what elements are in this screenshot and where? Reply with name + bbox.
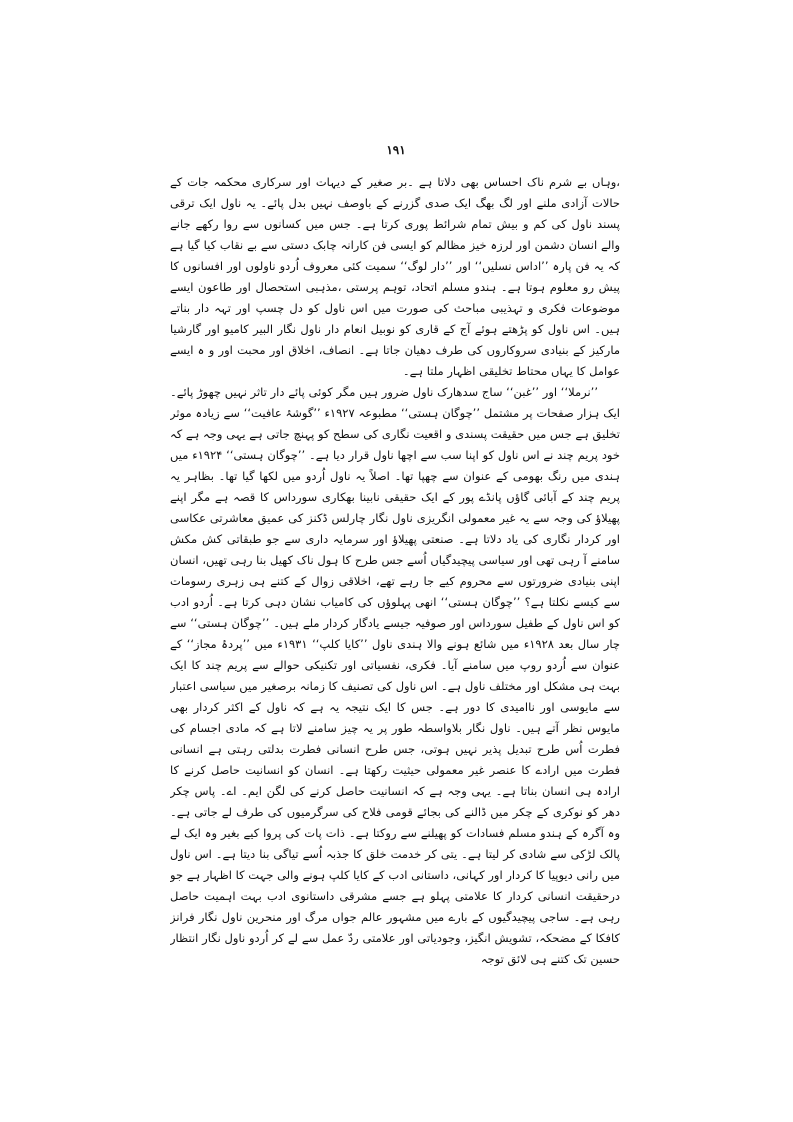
body-text <box>170 172 620 970</box>
paragraph-1: ،وہاں بے شرم ناک احساس بھی دلاتا ہے ۔بر صغیر کے دیہات اور سرکاری محکمہ جات کے حالات آزادی ملنے اور لگ بھگ ایک صدی گزرنے کے باوصف نہیں بدل پائے۔ یہ ناول ایک ترقی پسند ناول کی کم و بیش تمام شرائط پوری کرتا ہے۔ جس میں کسانوں سے روا رکھے جانے والے انسان دشمن اور لرزہ خیز مظالم کو ایسی فن کارانہ چابک دستی سے بے نقاب کیا گیا ہے کہ یہ فن پارہ ’’اداس نسلیں‘‘ اور ’’دار لوگ‘‘ سمیت کئی معروف اُردو ناولوں اور افسانوں کا پیش رو معلوم ہوتا ہے۔ ہندو مسلم اتحاد، توہم پرستی ،مذہبی استحصال اور طاعون ایسے موضوعات فکری و تہذیبی مباحث کی صورت میں اس ناول کو دل چسپ اور تہہ دار بناتے ہیں۔ اس ناول کو پڑھتے ہوئے آج کے قاری کو نوبیل انعام دار ناول نگار البیر کامیو اور گارشیا مارکیز کے بنیادی سروکاروں کی طرف دھیان جاتا ہے۔ انصاف، اخلاق اور محبت اور و ہ ایسے عوامل کا یہاں محتاط تخلیقی اظہار ملتا ہے۔ <box>170 175 620 378</box>
paragraph-2: ’’نرملا‘‘ اور ’’غبن‘‘ ساج سدھارک ناول ضرور ہیں مگر کوئی پائے دار تاثر نہیں چھوڑ پائے۔ ایک ہزار صفحات پر مشتمل ’’چوگان ہستی‘‘ مطبوعہ ۱۹۲۷ء ’’گوشۂ عافیت‘‘ سے زیادہ موثر تخلیق ہے جس میں حقیقت پسندی و اقعیت نگاری کی سطح کو پہنچ جاتی ہے یہی وجہ ہے کہ خود پریم چند نے اس ناول کو اپنا سب سے اچھا ناول قرار دیا ہے۔ ’’چوگان ہستی‘‘ ۱۹۲۴ء میں ہندی میں رنگ بھومی کے عنوان سے چھپا تھا۔ اصلاً یہ ناول اُردو میں لکھا گیا تھا۔ بظاہر یہ پریم چند کے آبائی گاؤں پانڈے پور کے ایک حقیقی نابینا بھکاری سورداس کا قصہ ہے مگر اپنے پھیلاؤ کی وجہ سے یہ غیر معمولی انگریزی ناول نگار چارلس ڈکنز کی عمیق معاشرتی عکاسی اور کردار نگاری کی یاد دلاتا ہے۔ صنعتی پھیلاؤ اور سرمایہ داری سے جو طبقاتی کش مکش سامنے آ رہی تھی اور سیاسی پیچیدگیاں اُسے جس طرح کا ہول ناک کھیل بنا رہی تھیں، انسان اپنی بنیادی ضرورتوں سے محروم کیے جا رہے تھے، اخلاقی زوال کے کتنے ہی زہری رسومات سے کیسے نکلتا ہے؟ ’’چوگان ہستی‘‘ انھی پہلوؤں کی کامیاب نشان دہی کرتا ہے۔ اُردو ادب کو اس ناول کے طفیل سورداس اور صوفیہ جیسے یادگار کردار ملے ہیں۔ ’’چوگان ہستی‘‘ سے چار سال بعد ۱۹۲۸ء میں شائع ہونے والا ہندی ناول ’’کایا کلپ‘‘ ۱۹۳۱ء میں ’’پردۂ مجاز‘‘ کے عنوان سے اُردو روپ میں سامنے آیا۔ فکری، نفسیاتی اور تکنیکی حوالے سے پریم چند کا ایک بہت ہی مشکل اور مختلف ناول ہے۔ اس ناول کی تصنیف کا زمانہ برصغیر میں سیاسی اعتبار سے مایوسی اور ناامیدی کا دور ہے۔ جس کا ایک نتیجہ یہ ہے کہ ناول کے اکثر کردار بھی مایوس نظر آتے ہیں۔ ناول نگار بلاواسطہ طور پر یہ چیز سامنے لاتا ہے کہ مادی اجسام کی فطرت اُس طرح تبدیل پذیر نہیں ہوتی، جس طرح انسانی فطرت بدلتی رہتی ہے انسانی فطرت میں ارادے کا عنصر غیر معمولی حیثیت رکھتا ہے۔ انسان کو انسانیت حاصل کرنے کا ارادہ ہی انسان بناتا ہے۔ یہی وجہ ہے کہ انسانیت حاصل کرنے کی لگن ایم۔ اے۔ پاس چکر دھر کو نوکری کے چکر میں ڈالنے کی بجائے قومی فلاح کی سرگرمیوں کی طرف لے جاتی ہے۔ وہ آگرہ کے ہندو مسلم فسادات کو پھیلنے سے روکتا ہے۔ ذات پات کی پروا کیے بغیر وہ ایک لے پالک لڑکی سے شادی کر لیتا ہے۔ یتی کر خدمت خلق کا جذبہ اُسے تیاگی بنا دیتا ہے۔ اس ناول میں رانی دیوپیا کا کردار اور کہانی، داستانی ادب کے کایا کلپ ہونے والی جہت کا اظہار ہے جو درحقیقت انسانی کردار کا علامتی پہلو ہے جسے مشرقی داستانوی ادب بہت اہمیت حاصل رہی ہے۔ ساجی پیچیدگیوں کے بارے میں مشہور عالم جواں مرگ اور منحرین ناول نگار فرانز کافکا کے مضحکہ، تشویش انگیز، وجودیاتی اور علامتی ردّ عمل سے لے کر اُردو ناول نگار انتظار حسین تک کتنے ہی لائق توجہ <box>170 385 620 966</box>
page-number: ۱۹۱ <box>386 143 406 157</box>
